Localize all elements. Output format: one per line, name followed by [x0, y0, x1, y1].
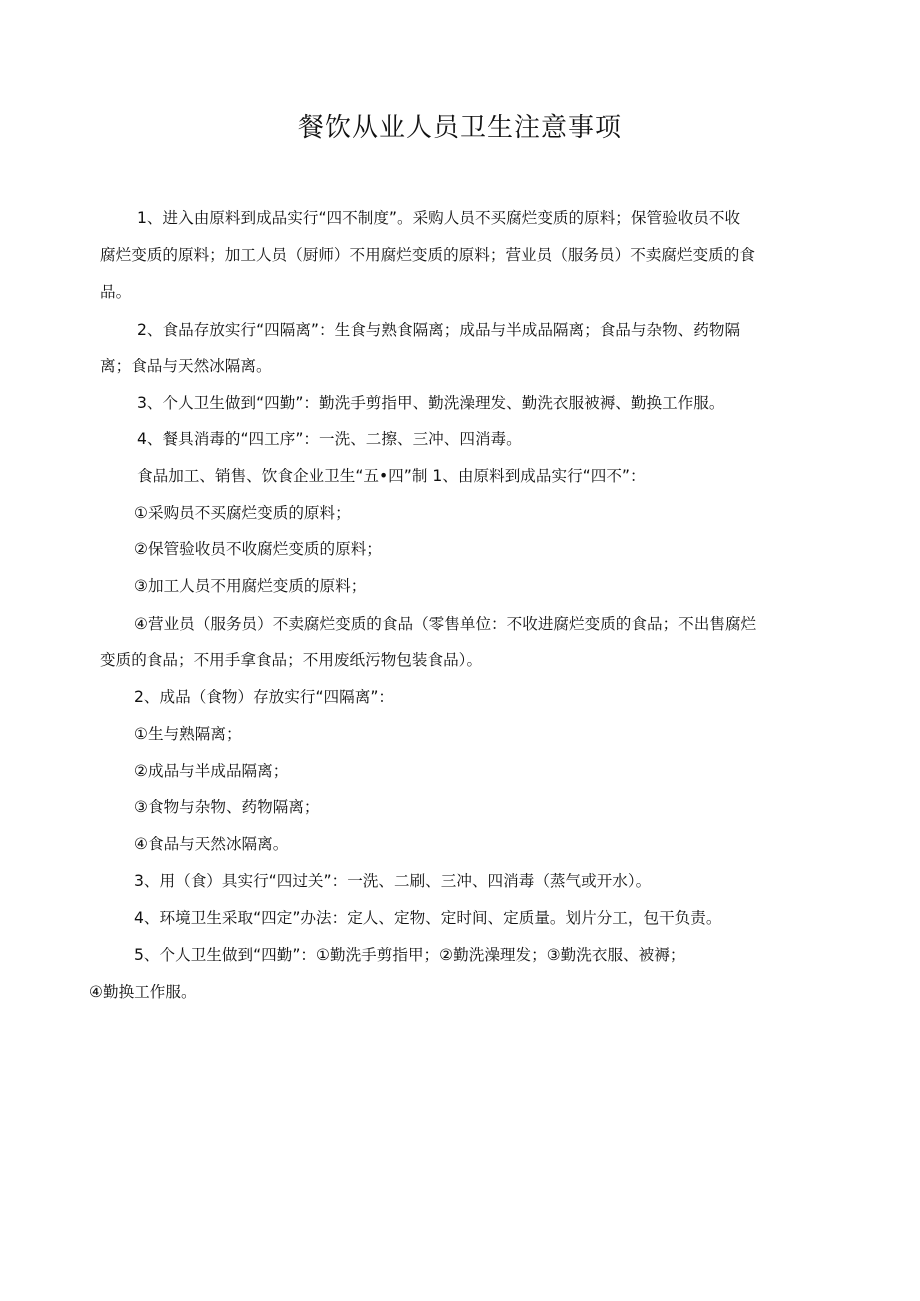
text-line: 1、进入由原料到成品实行“四不制度”。采购人员不买腐烂变质的原料；保管验收员不收: [137, 209, 741, 227]
text-line: 3、用（食）具实行“四过关”：一洗、二刷、三冲、四消毒（蒸气或开水）。: [134, 872, 652, 890]
text-line: 腐烂变质的原料；加工人员（厨师）不用腐烂变质的原料；营业员（服务员）不卖腐烂变质的食: [100, 246, 755, 264]
text-line: 离；食品与天然冰隔离。: [100, 357, 272, 375]
text-line: 4、环境卫生采取“四定”办法：定人、定物、定时间、定质量。划片分工，包干负责。: [134, 909, 722, 927]
text-line: ④食品与天然冰隔离。: [134, 835, 289, 853]
text-line: 品。: [100, 283, 132, 301]
page-title: 餐饮从业人员卫生注意事项: [297, 113, 622, 143]
text-line: 4、餐具消毒的“四工序”：一洗、二擦、三冲、四消毒。: [137, 430, 522, 448]
text-line: 变质的食品；不用手拿食品；不用废纸污物包装食品）。: [100, 651, 483, 669]
text-line: ④勤换工作服。: [89, 983, 197, 1001]
text-line: ①采购员不买腐烂变质的原料；: [134, 504, 351, 522]
text-line: 5、个人卫生做到“四勤”：①勤洗手剪指甲；②勤洗澡理发；③勤洗衣服、被褥；: [134, 946, 686, 964]
text-line: 食品加工、销售、饮食企业卫生“五•四”制 1、由原料到成品实行“四不”：: [137, 467, 646, 485]
text-line: 3、个人卫生做到“四勤”：勤洗手剪指甲、勤洗澡理发、勤洗衣服被褥、勤换工作服。: [137, 394, 725, 412]
text-line: ③加工人员不用腐烂变质的原料；: [134, 577, 367, 595]
text-line: ③食物与杂物、药物隔离；: [134, 798, 320, 816]
text-line: ②成品与半成品隔离；: [134, 762, 289, 780]
text-line: ②保管验收员不收腐烂变质的原料；: [134, 540, 382, 558]
text-line: 2、食品存放实行“四隔离”：生食与熟食隔离；成品与半成品隔离；食品与杂物、药物隔: [137, 321, 741, 339]
text-line: 2、成品（食物）存放实行“四隔离”：: [134, 688, 394, 706]
text-line: ④营业员（服务员）不卖腐烂变质的食品（零售单位：不收进腐烂变质的食品；不出售腐烂: [134, 615, 757, 633]
text-line: ①生与熟隔离；: [134, 725, 242, 743]
